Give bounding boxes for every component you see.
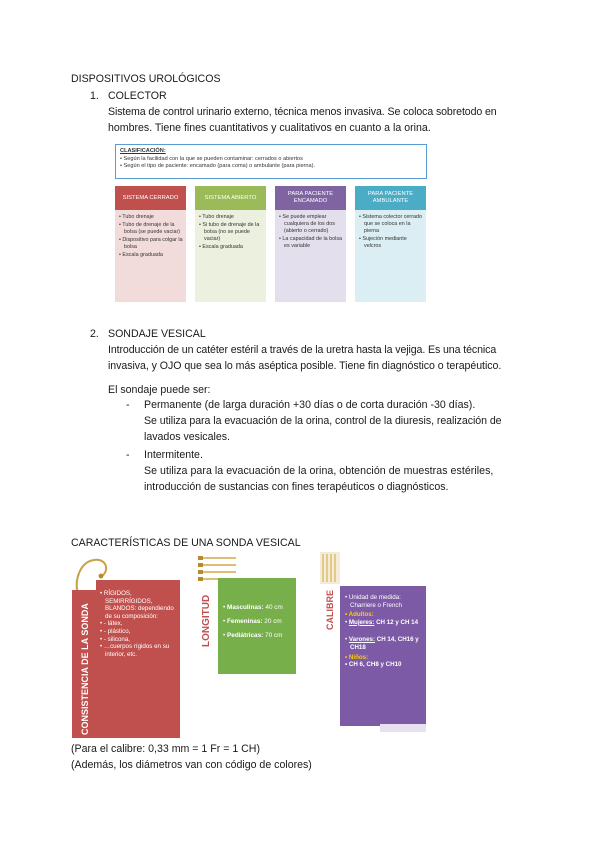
list-item: • Unidad de medida: Charriere o French — [345, 594, 421, 609]
section-2-text-line-2: invasiva, y OJO que sea lo más aséptica posible. Tiene fin diagnóstico o terapéutico. — [108, 360, 502, 372]
column-closed-system — [115, 186, 186, 302]
section-1-number: 1. — [90, 90, 99, 102]
column-ambulatory-title: PARA PACIENTE AMBULANTE — [355, 186, 426, 210]
list-item: • Sujeción mediante velcros — [359, 236, 423, 250]
characteristics-heading: CARACTERÍSTICAS DE UNA SONDA VESICAL — [71, 537, 301, 549]
column-ambulatory-patient — [355, 186, 426, 302]
list-item: • Masculinas: 40 cm — [223, 604, 291, 612]
classification-box — [115, 144, 427, 179]
column-ambulatory-body — [355, 210, 426, 302]
dash-intermittent: - — [126, 449, 130, 461]
classification-bullet-2: • Según el tipo de paciente: encamado (para coma) o ambulante (para pierna). — [120, 163, 422, 171]
list-item: • Tubo drenaje — [119, 214, 183, 221]
list-item: • CH 6, CH8 y CH10 — [345, 661, 421, 669]
list-item: • Femeninas: 20 cm — [223, 618, 291, 626]
list-item: • La capacidad de la bolsa es variable — [279, 236, 343, 250]
list-item: • Tubo drenaje — [199, 214, 263, 221]
list-item: • Dispositivo para colgar la bolsa — [119, 237, 183, 251]
column-open-title: SISTEMA ABIERTO — [195, 186, 266, 210]
list-item: • - silicona, — [100, 636, 174, 644]
length-card — [218, 578, 296, 674]
list-item: • Si tubo de drenaje de la bolsa (no se puede vaciar) — [199, 222, 263, 243]
catheter-intro: El sondaje puede ser: — [108, 384, 211, 396]
classification-heading: CLASIFICACIÓN: — [120, 148, 166, 154]
column-open-system — [195, 186, 266, 302]
type-permanent-line-2: lavados vesicales. — [144, 431, 230, 443]
section-2-text-line-1: Introducción de un catéter estéril a través de la uretra hasta la vejiga. Es una técnica — [108, 344, 497, 356]
section-2-heading: SONDAJE VESICAL — [108, 328, 206, 340]
list-item: • Se puede emplear cualquiera de los dos (abierto o cerrado) — [279, 214, 343, 235]
color-code-note: (Además, los diámetros van con código de colores) — [71, 759, 312, 771]
section-1-text-line-1: Sistema de control urinario externo, técnica menos invasiva. Se coloca sobretodo en — [108, 106, 497, 118]
list-item: • RÍGIDOS, SEMIRRÍGIDOS, BLANDOS: dependiendo de su composición: — [100, 590, 174, 620]
caliber-label: CALIBRE — [325, 590, 335, 630]
list-item: • Adultos: — [345, 611, 421, 619]
list-item: • Mujeres: CH 12 y CH 14 — [345, 619, 421, 627]
list-item: • …cuerpos rígidos en su interior, etc. — [100, 643, 174, 658]
list-item: • Niños: — [345, 654, 421, 662]
list-item: • Escala graduada — [199, 244, 263, 251]
column-bedridden-patient — [275, 186, 346, 302]
length-label: LONGITUD — [201, 594, 212, 647]
document-title: DISPOSITIVOS UROLÓGICOS — [71, 73, 221, 85]
type-intermittent-name: Intermitente. — [144, 449, 203, 461]
column-closed-body — [115, 210, 186, 302]
column-bedridden-title: PARA PACIENTE ENCAMADO — [275, 186, 346, 210]
section-1-text-line-2: hombres. Tiene fines cuantitativos y cualitativos en cuanto a la orina. — [108, 122, 431, 134]
catheter-bundle-image — [320, 552, 340, 584]
column-open-body — [195, 210, 266, 302]
type-permanent-name: Permanente (de larga duración +30 días o de corta duración -30 días). — [144, 399, 476, 411]
list-item: • Sistema colector cerrado que se coloca en la pierna — [359, 214, 423, 235]
caliber-card — [340, 586, 426, 726]
type-intermittent-line-1: Se utiliza para la evacuación de la orina, obtención de muestras estériles, — [144, 465, 494, 477]
list-item: • Escala graduada — [119, 252, 183, 259]
consistency-card — [96, 580, 180, 738]
image-toolbar — [380, 724, 426, 732]
classification-bullet-1: • Según la facilidad con la que se pueden contaminar: cerrados o abiertos — [120, 156, 422, 164]
consistency-label: CONSISTENCIA DE LA SONDA — [80, 603, 90, 735]
list-item: • Varones: CH 14, CH16 y CH18 — [345, 636, 421, 651]
caliber-note: (Para el calibre: 0,33 mm = 1 Fr = 1 CH) — [71, 743, 260, 755]
dash-permanent: - — [126, 399, 130, 411]
column-closed-title: SISTEMA CERRADO — [115, 186, 186, 210]
list-item: • - plástico, — [100, 628, 174, 636]
column-bedridden-body — [275, 210, 346, 302]
list-item: • Pediátricas: 70 cm — [223, 632, 291, 640]
type-permanent-line-1: Se utiliza para la evacuación de la orina, control de la diuresis, realización de — [144, 415, 502, 427]
section-2-number: 2. — [90, 328, 99, 340]
type-intermittent-line-2: introducción de sustancias con fines terapéuticos o diagnósticos. — [144, 481, 449, 493]
list-item: • - látex, — [100, 620, 174, 628]
section-1-heading: COLECTOR — [108, 90, 167, 102]
list-item: • Tubo de drenaje de la bolsa (se puede vaciar) — [119, 222, 183, 236]
